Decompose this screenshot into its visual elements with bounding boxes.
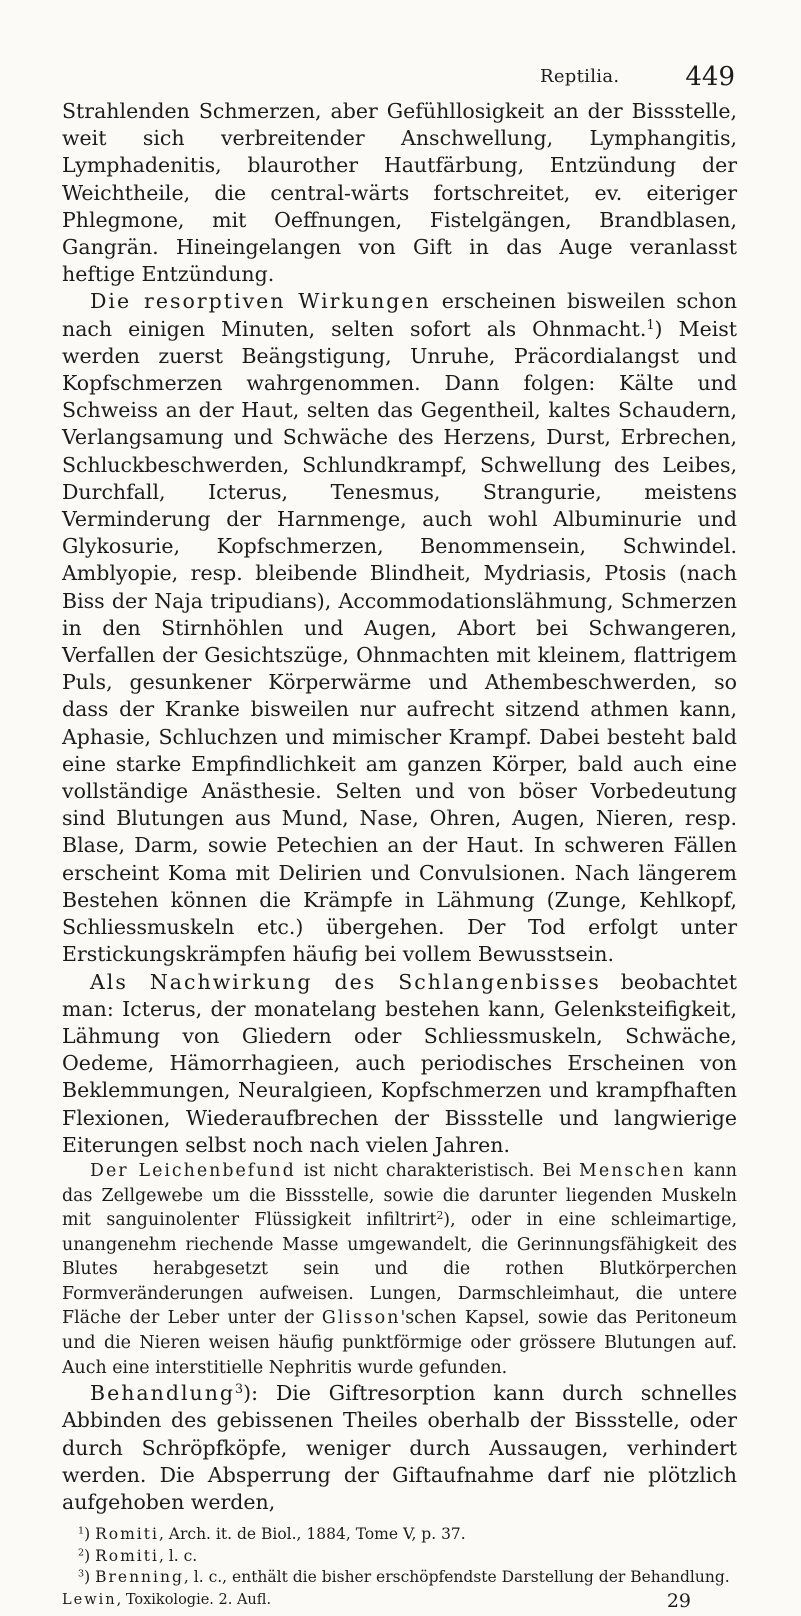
footnote: $^1$) Romiti, Arch. it. de Biol., 1884, Tome V, p. 37. bbox=[78, 1525, 466, 1544]
section-lead: Der Leichenbefund bbox=[90, 1160, 296, 1181]
footnote-author: Brenning bbox=[95, 1568, 184, 1587]
paragraph-text: erscheinen bisweilen schon nach einigen Minuten, selten sofort als Ohnmacht. bbox=[62, 289, 737, 341]
paragraph-text: beobachtet man: Icterus, der monatelang bestehen kann, Gelenksteifigkeit, Lähmung von Gliedern oder Schliessmuskeln, Schwäche, Oedeme, Hämorrhagieen, auch periodisches Erscheinen von Beklemmungen, Neuralgieen, Kopfschmerzen und krampfhaften Flexionen, Wiederaufbrechen der Bissstelle und langwierige Eiterungen selbst noch nach vielen Jahren. bbox=[62, 969, 737, 1157]
footnote-mark: 1 bbox=[78, 1526, 85, 1537]
paragraph-aftereffects bbox=[62, 969, 737, 1159]
imprint-line bbox=[62, 1589, 737, 1616]
footnote-text: , l. c., enthält die bisher erschöpfendste Darstellung der Behandlung. bbox=[183, 1568, 730, 1587]
paragraph-resorptive-effects bbox=[62, 288, 737, 968]
paragraph-text: ist nicht charakteristisch. Bei bbox=[295, 1160, 580, 1181]
section-lead: Als Nachwirkung des Schlangenbisses bbox=[90, 969, 601, 994]
footnote-ref: 1 bbox=[646, 316, 655, 332]
footnote: $^3$) Brenning, l. c., enthält die bisher erschöpfendste Darstellung der Behandlung. bbox=[78, 1568, 730, 1587]
paragraph-text: 'schen Kapsel, sowie das Peritoneum und die Nieren weisen häufig punktförmige oder grössere Blutungen auf. Auch eine interstitielle Nephritis wurde gefunden. bbox=[62, 1308, 737, 1378]
footnote: $^2$) Romiti, l. c. bbox=[78, 1546, 198, 1565]
signature-mark: 29 bbox=[666, 1589, 691, 1612]
paragraph-text: Strahlenden Schmerzen, aber Gefühllosigkeit an der Bissstelle, weit sich verbreitender Anschwellung, Lymphangitis, Lymphadenitis, blaurother Hautfärbung, Entzündung der Weichtheile, die central-wärts fortschreitet, ev. eiteriger Phlegmone, mit Oeffnungen, Fistelgängen, Brandblasen, Gangrän. Hineingelangen von Gift in das Auge veranlasst heftige Entzündung. bbox=[62, 99, 737, 287]
footnote-author: Romiti bbox=[95, 1525, 159, 1544]
imprint-author: Lewin bbox=[62, 1591, 117, 1608]
footnote-author: Romiti bbox=[95, 1546, 159, 1565]
section-lead: Behandlung bbox=[90, 1381, 236, 1406]
footnote-mark: 3 bbox=[78, 1569, 85, 1580]
footnote-separator bbox=[62, 1516, 737, 1524]
page-header bbox=[540, 62, 735, 102]
page-number: 449 bbox=[685, 62, 735, 92]
imprint-title: , Toxikologie. 2. Aufl. bbox=[116, 1591, 272, 1608]
body-text bbox=[62, 98, 737, 1616]
emphasis: Menschen bbox=[579, 1160, 686, 1181]
paragraph-local-symptoms bbox=[62, 98, 737, 288]
paragraph-treatment bbox=[62, 1380, 737, 1516]
person-name: Glisson bbox=[321, 1308, 401, 1329]
paragraph-autopsy-findings bbox=[62, 1159, 737, 1380]
paragraph-text: kann das Zellgewebe um die Bissstelle, sowie die darunter liegenden Muskeln mit sanguinolenter Flüssigkeit infiltrirt bbox=[62, 1160, 737, 1231]
running-head: Reptilia. bbox=[540, 66, 620, 87]
footnote-text: , l. c. bbox=[158, 1546, 198, 1565]
footnote-ref: 3 bbox=[235, 1381, 244, 1397]
paragraph-text: ), oder in eine schleimartige, unangenehm riechende Masse umgewandelt, die Gerinnungsfähigkeit des Blutes herabgesetzt sein und die rothen Blutkörperchen Formveränderungen aufweisen. Lungen, Darmschleimhaut, die untere Fläche der Leber unter der bbox=[62, 1210, 737, 1329]
footnote-mark: 2 bbox=[78, 1547, 85, 1559]
footnote-ref: 2 bbox=[436, 1209, 444, 1223]
paragraph-text: ) Meist werden zuerst Beängstigung, Unruhe, Präcordialangst und Kopfschmerzen wahrgenommen. Dann folgen: Kälte und Schweiss an der Haut, selten das Gegentheil, kaltes Schaudern, Verlangsamung und Schwäche des Herzens, Durst, Erbrechen, Schluckbeschwerden, Schlundkrampf, Schwellung des Leibes, Durchfall, Icterus, Tenesmus, Strangurie, meistens Verminderung der Harnmenge, auch wohl Albuminurie und Glykosurie, Kopfschmerzen, Benommensein, Schwindel. Amblyopie, resp. bleibende Blindheit, Mydriasis, Ptosis (nach Biss der Naja tripudians), Accommodationslähmung, Schmerzen in den Stirnhöhlen und Augen, Abort bei Schwangeren, Verfallen der Gesichtszüge, Ohnmachten mit kleinem, flattrigem Puls, gesunkener Körperwärme und Athembeschwerden, so dass der Kranke bisweilen nur aufrecht sitzend athmen kann, Aphasie, Schluchzen und mimischer Krampf. Dabei besteht bald eine starke Empfindlichkeit am ganzen Körper, bald auch eine vollständige Anästhesie. Selten und von böser Vorbedeutung sind Blutungen aus Mund, Nase, Ohren, Augen, Nieren, resp. Blase, Darm, sowie Petechien an der Haut. In schweren Fällen erscheint Koma mit Delirien und Convulsionen. Nach längerem Bestehen können die Krämpfe in Lähmung (Zunge, Kehlkopf, Schliessmuskeln etc.) übergehen. Der Tod erfolgt unter Erstickungskrämpfen häufig bei vollem Bewusstsein. bbox=[62, 316, 738, 967]
footnote-text: , Arch. it. de Biol., 1884, Tome V, p. 37. bbox=[158, 1525, 466, 1544]
paragraph-text: ): Die Giftresorption kann durch schnelles Abbinden des gebissenen Theiles oberhalb der Bissstelle, oder durch Schröpfköpfe, weniger durch Aussaugen, verhindert werden. Die Absperrung der Giftaufnahme darf nie plötzlich aufgehoben werden, bbox=[62, 1381, 737, 1515]
section-lead: Die resorptiven Wirkungen bbox=[90, 289, 431, 314]
